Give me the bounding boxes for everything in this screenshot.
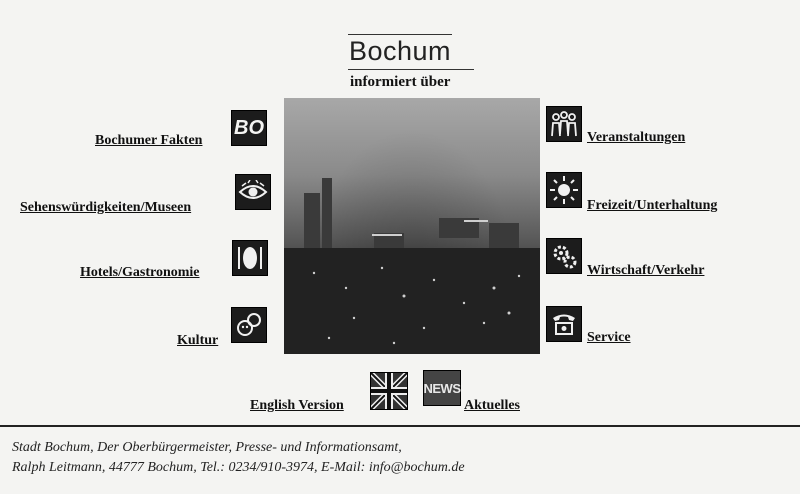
page-title: Bochum bbox=[349, 36, 452, 66]
link-wirtschaft-verkehr[interactable]: Wirtschaft/Verkehr bbox=[587, 263, 705, 278]
eye-icon[interactable] bbox=[235, 174, 271, 210]
news-icon[interactable] bbox=[423, 370, 461, 406]
plate-cutlery-icon[interactable] bbox=[232, 240, 268, 276]
link-service[interactable]: Service bbox=[587, 330, 631, 345]
bo-logo-text: BO bbox=[234, 116, 264, 139]
link-veranstaltungen[interactable]: Veranstaltungen bbox=[587, 130, 686, 145]
union-jack-icon[interactable] bbox=[370, 372, 408, 410]
title-rule-bottom bbox=[348, 69, 474, 70]
theater-masks-icon[interactable] bbox=[231, 307, 267, 343]
link-english-version[interactable]: English Version bbox=[250, 398, 344, 413]
link-kultur[interactable]: Kultur bbox=[177, 333, 219, 348]
gears-icon[interactable] bbox=[546, 238, 582, 274]
footer-divider bbox=[0, 425, 800, 427]
bo-logo-icon[interactable] bbox=[231, 110, 267, 146]
telephone-icon[interactable] bbox=[546, 306, 582, 342]
link-freizeit-unterhaltung[interactable]: Freizeit/Unterhaltung bbox=[587, 198, 718, 213]
sun-icon[interactable] bbox=[546, 172, 582, 208]
crowd-icon[interactable] bbox=[546, 106, 582, 142]
link-aktuelles[interactable]: Aktuelles bbox=[464, 398, 520, 413]
link-sehenswuerdigkeiten-museen[interactable]: Sehenswürdigkeiten/Museen bbox=[20, 200, 192, 215]
news-icon-text: NEWS bbox=[423, 380, 461, 396]
footer-address-line-1: Stadt Bochum, Der Oberbürgermeister, Presse- und Informationsamt, bbox=[12, 440, 402, 455]
title-rule-top bbox=[348, 34, 452, 35]
link-bochumer-fakten[interactable]: Bochumer Fakten bbox=[95, 133, 203, 148]
page-subtitle: informiert über bbox=[350, 74, 451, 90]
city-skyline-photo bbox=[284, 98, 540, 354]
link-hotels-gastronomie[interactable]: Hotels/Gastronomie bbox=[80, 265, 200, 280]
footer-address-line-2: Ralph Leitmann, 44777 Bochum, Tel.: 0234/910-3974, E-Mail: info@bochum.de bbox=[12, 460, 465, 475]
